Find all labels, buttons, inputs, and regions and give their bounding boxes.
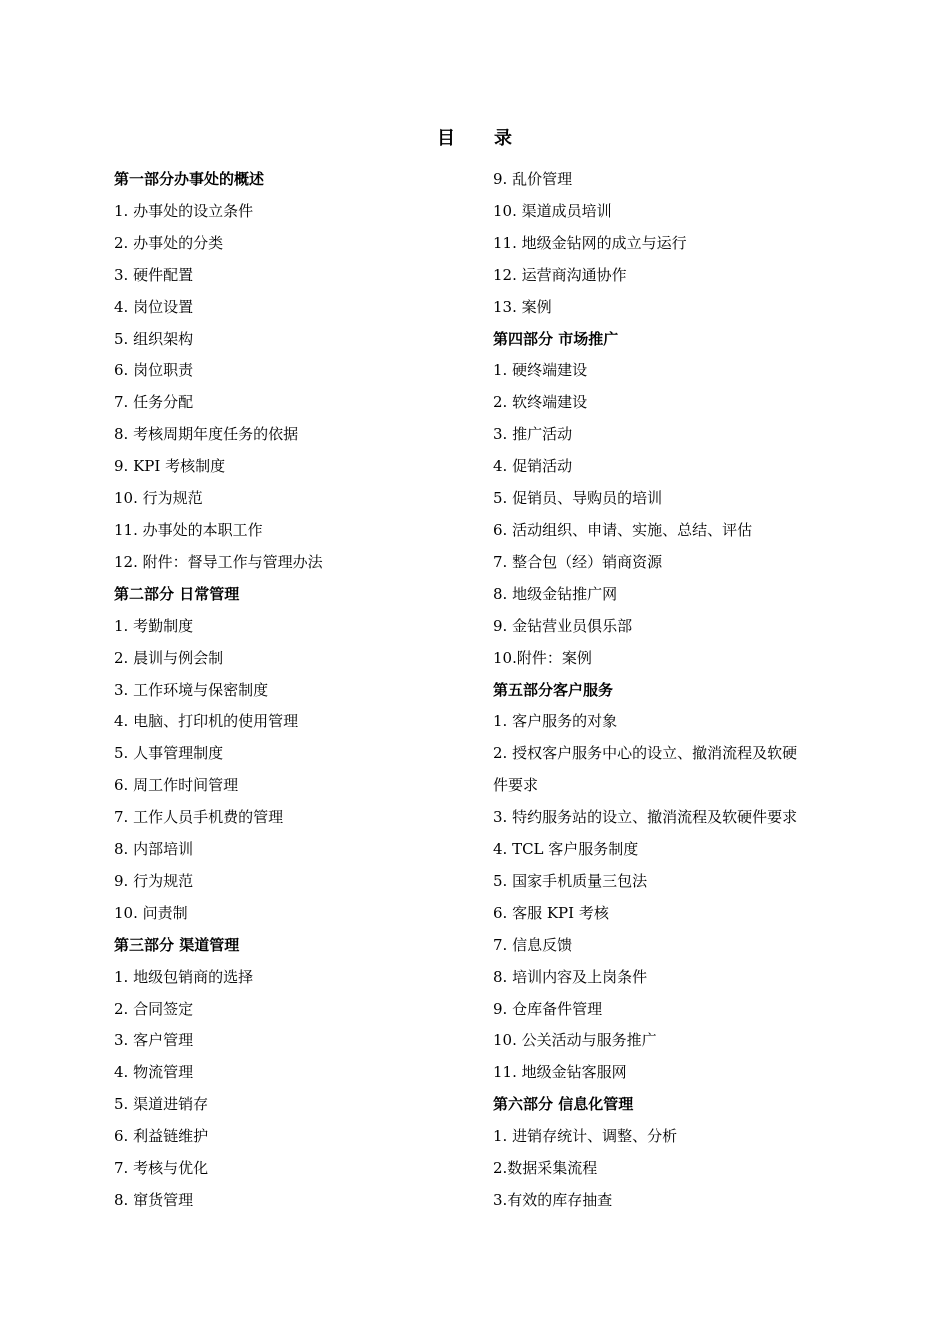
toc-entry: 10. 行为规范 bbox=[114, 489, 203, 508]
toc-entry: 11. 地级金钻客服网 bbox=[493, 1063, 627, 1082]
toc-entry: 2. 晨训与例会制 bbox=[114, 648, 224, 667]
toc-entry: 6. 客服 KPI 考核 bbox=[493, 903, 609, 922]
toc-entry: 6. 周工作时间管理 bbox=[114, 776, 239, 795]
toc-entry: 9. 仓库备件管理 bbox=[493, 999, 603, 1018]
toc-entry: 4. 物流管理 bbox=[114, 1063, 194, 1082]
toc-entry: 7. 信息反馈 bbox=[493, 935, 573, 954]
toc-entry: 7. 任务分配 bbox=[114, 393, 194, 412]
toc-entry: 9. 行为规范 bbox=[114, 871, 194, 890]
toc-entry: 11. 地级金钻网的成立与运行 bbox=[493, 233, 687, 252]
toc-entry: 3. 客户管理 bbox=[114, 1031, 194, 1050]
toc-entry: 11. 办事处的本职工作 bbox=[114, 520, 263, 539]
toc-entry: 13. 案例 bbox=[493, 297, 552, 316]
toc-entry: 4. 电脑、打印机的使用管理 bbox=[114, 712, 299, 731]
toc-entry: 2. 合同签定 bbox=[114, 999, 194, 1018]
toc-entry: 10. 公关活动与服务推广 bbox=[493, 1031, 657, 1050]
toc-entry: 3. 推广活动 bbox=[493, 425, 573, 444]
toc-entry: 1. 办事处的设立条件 bbox=[114, 201, 254, 220]
toc-entry: 3. 硬件配置 bbox=[114, 265, 194, 284]
toc-entry: 5. 人事管理制度 bbox=[114, 744, 224, 763]
toc-entry: 4. 岗位设置 bbox=[114, 297, 194, 316]
toc-entry: 3.有效的库存抽查 bbox=[493, 1191, 613, 1209]
toc-entry: 2. 办事处的分类 bbox=[114, 233, 224, 252]
toc-entry: 4. 促销活动 bbox=[493, 457, 573, 476]
toc-section-heading: 第三部分 渠道管理 bbox=[114, 935, 240, 954]
toc-entry: 8. 窜货管理 bbox=[114, 1191, 194, 1209]
toc-entry: 10. 问责制 bbox=[114, 903, 188, 922]
toc-entry: 8. 培训内容及上岗条件 bbox=[493, 967, 648, 986]
toc-entry: 5. 渠道进销存 bbox=[114, 1095, 209, 1114]
toc-entry: 1. 考勤制度 bbox=[114, 616, 194, 635]
toc-entry: 4. TCL 客户服务制度 bbox=[493, 840, 639, 859]
toc-entry: 10. 渠道成员培训 bbox=[493, 201, 612, 220]
toc-entry: 8. 地级金钻推广网 bbox=[493, 584, 618, 603]
toc-entry: 1. 进销存统计、调整、分析 bbox=[493, 1127, 678, 1146]
title-part-2: 录 bbox=[494, 128, 513, 149]
toc-entry: 3. 工作环境与保密制度 bbox=[114, 680, 269, 699]
toc-entry: 2. 软终端建设 bbox=[493, 393, 588, 412]
toc-entry: 8. 考核周期年度任务的依据 bbox=[114, 425, 299, 444]
toc-entry: 2. 授权客户服务中心的设立、撤消流程及软硬 bbox=[493, 744, 798, 763]
toc-section-heading: 第二部分 日常管理 bbox=[114, 584, 240, 603]
toc-entry: 12. 附件：督导工作与管理办法 bbox=[114, 552, 323, 571]
toc-entry: 9. 乱价管理 bbox=[493, 170, 573, 188]
toc-entry: 1. 客户服务的对象 bbox=[493, 712, 618, 731]
toc-entry: 9. KPI 考核制度 bbox=[114, 457, 226, 476]
toc-entry: 7. 工作人员手机费的管理 bbox=[114, 808, 284, 827]
toc-entry: 3. 特约服务站的设立、撤消流程及软硬件要求 bbox=[493, 808, 798, 827]
toc-entry: 5. 组织架构 bbox=[114, 329, 194, 348]
title-part-1: 目 bbox=[437, 128, 456, 149]
toc-section-heading: 第六部分 信息化管理 bbox=[493, 1095, 634, 1114]
toc-entry: 1. 地级包销商的选择 bbox=[114, 967, 254, 986]
toc-entry: 5. 促销员、导购员的培训 bbox=[493, 489, 663, 508]
toc-left-column bbox=[114, 164, 464, 1217]
toc-entry: 1. 硬终端建设 bbox=[493, 361, 588, 380]
toc-right-column bbox=[493, 164, 843, 1217]
toc-entry: 8. 内部培训 bbox=[114, 840, 194, 859]
toc-entry: 9. 金钻营业员俱乐部 bbox=[493, 616, 633, 635]
toc-section-heading: 第五部分客户服务 bbox=[493, 680, 614, 699]
toc-entry: 10.附件：案例 bbox=[493, 648, 592, 667]
toc-entry: 2.数据采集流程 bbox=[493, 1159, 598, 1178]
toc-entry: 6. 利益链维护 bbox=[114, 1127, 209, 1146]
toc-entry: 件要求 bbox=[493, 776, 539, 795]
toc-entry: 12. 运营商沟通协作 bbox=[493, 265, 627, 284]
toc-entry: 5. 国家手机质量三包法 bbox=[493, 871, 648, 890]
toc-section-heading: 第一部分办事处的概述 bbox=[114, 170, 265, 188]
toc-entry: 6. 活动组织、申请、实施、总结、评估 bbox=[493, 520, 753, 539]
toc-section-heading: 第四部分 市场推广 bbox=[493, 329, 619, 348]
toc-entry: 7. 整合包（经）销商资源 bbox=[493, 552, 663, 571]
toc-entry: 7. 考核与优化 bbox=[114, 1159, 209, 1178]
toc-entry: 6. 岗位职责 bbox=[114, 361, 194, 380]
page-title bbox=[0, 124, 950, 150]
